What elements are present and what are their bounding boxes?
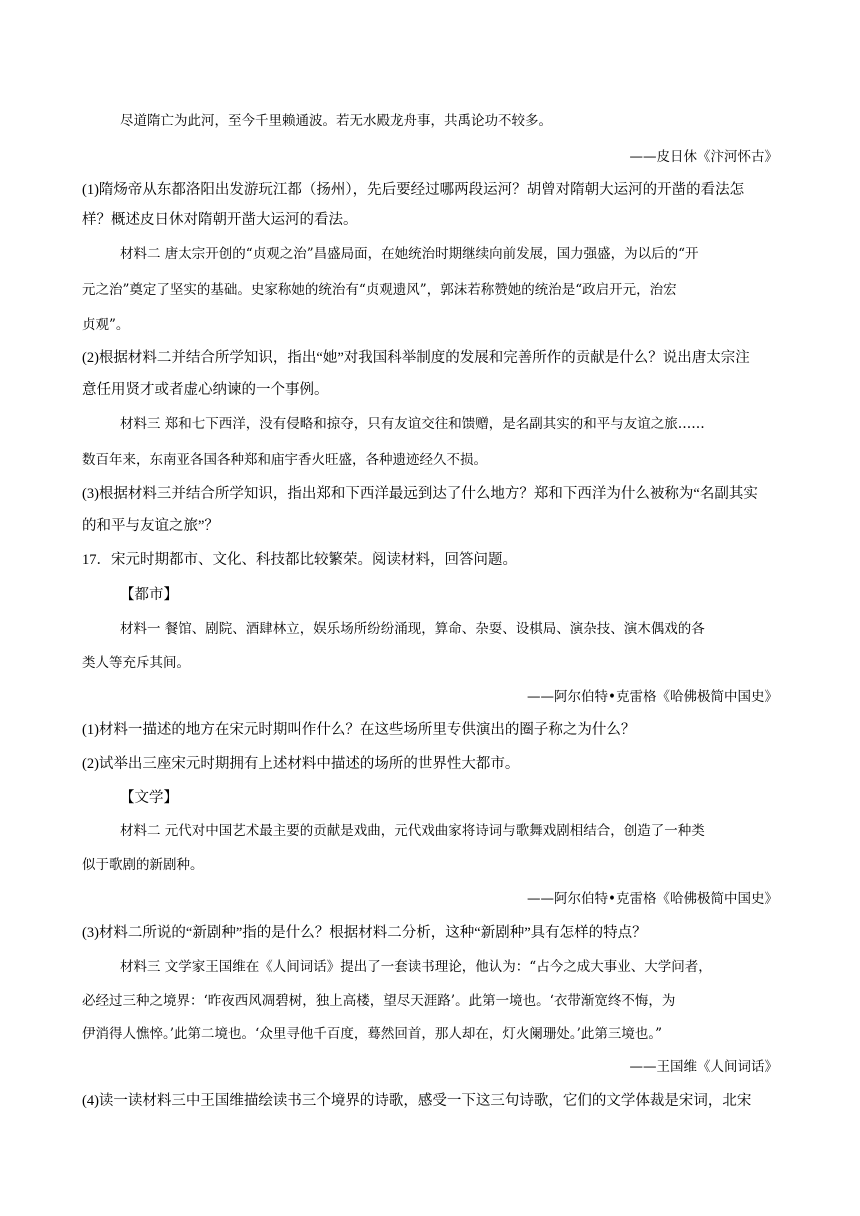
- q17-material-3-line-1: 材料三 文学家王国维在《人间词话》提出了一套读书理论，他认为：“占今之成大事业、大学问者，: [120, 959, 712, 975]
- material-3-line-2: 数百年来，东南亚各国各种郑和庙宇香火旺盛，各种遗迹经久不损。: [82, 452, 487, 468]
- q17-material-2-line-1: 材料二 元代对中国艺术最主要的贡献是戏曲，元代戏曲家将诗词与歌舞戏剧相结合，创造了一种类: [120, 823, 705, 839]
- question-17-stem: 17．宋元时期都市、文化、科技都比较繁荣。阅读材料，回答问题。: [82, 552, 517, 568]
- q17-material-2-line-2: 似于歌剧的新剧种。: [82, 857, 204, 873]
- q17-material-2-source: ——阿尔伯特•克雷格《哈佛极简中国史》: [527, 891, 778, 907]
- q17-material-3-source: ——王国维《人间词话》: [629, 1059, 778, 1075]
- section-city-heading: 【都市】: [120, 587, 178, 603]
- question-2-line-2: 意任用贤才或者虚心纳谏的一个事例。: [82, 382, 329, 398]
- question-2-line-1: (2)根据材料二并结合所学知识，指出“她”对我国科举制度的发展和完善所作的贡献是什么？说出唐太宗注: [82, 350, 750, 366]
- q17-subquestion-3: (3)材料二所说的“新剧种”指的是什么？根据材料二分析，这种“新剧种”具有怎样的特点？: [82, 925, 647, 941]
- poem-source: ——皮日休《汴河怀古》: [629, 149, 778, 165]
- question-1-line-2: 样？概述皮日休对隋朝开凿大运河的看法。: [82, 212, 358, 228]
- material-2-line-1: 材料二 唐太宗开创的“贞观之治”昌盛局面，在她统治时期继续向前发展，国力强盛，为以后的“开: [120, 246, 699, 262]
- question-3-line-2: 的和平与友谊之旅”？: [82, 518, 219, 534]
- q17-material-1-line-1: 材料一 餐馆、剧院、酒肆林立，娱乐场所纷纷涌现，算命、杂耍、设棋局、演杂技、演木偶戏的各: [120, 621, 705, 637]
- question-3-line-1: (3)根据材料三并结合所学知识，指出郑和下西洋最远到达了什么地方？郑和下西洋为什么被称为“名副其实: [82, 486, 758, 502]
- q17-material-3-line-3: 伊消得人憔悴。’此第二境也。‘众里寻他千百度，蓦然回首，那人却在，灯火阑珊处。’此第三境也。”: [82, 1026, 663, 1042]
- section-literature-heading: 【文学】: [120, 790, 178, 806]
- question-1-line-1: (1)隋炀帝从东都洛阳出发游玩江都（扬州），先后要经过哪两段运河？胡曾对隋朝大运河的开凿的看法怎: [82, 182, 745, 198]
- q17-material-1-line-2: 类人等充斥其间。: [82, 655, 190, 671]
- q17-material-3-line-2: 必经过三种之境界：‘昨夜西风凋碧树，独上高楼，望尽天涯路’。此第一境也。‘衣带渐宽终不悔，为: [82, 993, 676, 1009]
- q17-subquestion-1: (1)材料一描述的地方在宋元时期叫作什么？在这些场所里专供演出的圈子称之为什么？: [82, 722, 636, 738]
- poem-line: 尽道隋亡为此河，至今千里赖通波。若无水殿龙舟事，共禹论功不较多。: [120, 113, 552, 129]
- material-2-line-2: 元之治”奠定了坚实的基础。史家称她的统治有“贞观遗风”，郭沫若称赞她的统治是“政启开元，治宏: [82, 282, 677, 298]
- q17-subquestion-2: (2)试举出三座宋元时期拥有上述材料中描述的场所的世界性大都市。: [82, 756, 520, 772]
- q17-material-1-source: ——阿尔伯特•克雷格《哈佛极简中国史》: [527, 689, 778, 705]
- material-2-line-3: 贞观”。: [82, 317, 130, 333]
- material-3-line-1: 材料三 郑和七下西洋，没有侵略和掠夺，只有友谊交往和馈赠，是名副其实的和平与友谊之旅……: [120, 416, 705, 432]
- q17-subquestion-4: (4)读一读材料三中王国维描绘读书三个境界的诗歌，感受一下这三句诗歌，它们的文学体裁是宋词，北宋: [82, 1093, 752, 1109]
